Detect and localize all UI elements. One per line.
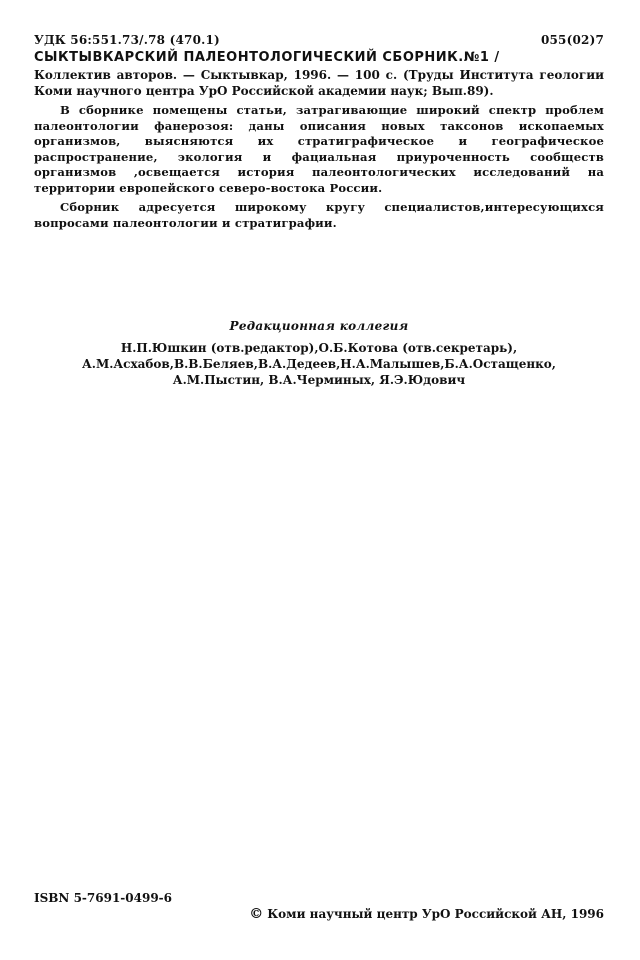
catalog-header bbox=[34, 32, 604, 48]
annotation-paragraph-2: Сборник адресуется широкому кругу специалистов,интересующихся вопросами палеонтологии и стратиграфии. bbox=[34, 200, 604, 230]
editorial-board-line-3: А.М.Пыстин, В.А.Черминых, Я.Э.Юдович bbox=[172, 373, 466, 387]
editorial-board-heading: Редакционная коллегия bbox=[229, 319, 409, 333]
udc-code: УДК 56:551.73/.78 (470.1) bbox=[34, 33, 220, 47]
annotation bbox=[34, 103, 604, 231]
editorial-board-line-2: А.М.Асхабов,В.В.Беляев,В.А.Дедеев,Н.А.Малышев,Б.А.Остащенко, bbox=[82, 357, 556, 371]
copyright-notice bbox=[249, 906, 604, 922]
copyright-icon: © bbox=[249, 906, 264, 922]
copyright-text: Коми научный центр УрО Российской АН, 1996 bbox=[267, 907, 604, 921]
book-title: СЫКТЫВКАРСКИЙ ПАЛЕОНТОЛОГИЧЕСКИЙ СБОРНИК.№1 / bbox=[34, 50, 500, 65]
annotation-paragraph-1: В сборнике помещены статьи, затрагивающие широкий спектр проблем палеонтологии фанерозоя: даны описания новых таксонов ископаемых организмов, выясняются их стратиграфическое и географическое распространение, экология и фациальная приуроченность сообществ организмов ,освещается история палеонтологических исследований на территории европейского северо-востока России. bbox=[34, 103, 604, 195]
imprint-text: Коллектив авторов. — Сыктывкар, 1996. — 100 с. (Труды Института геологии Коми научного центра УрО Российской академии наук; Вып.89). bbox=[34, 67, 604, 98]
isbn: ISBN 5-7691-0499-6 bbox=[34, 891, 173, 905]
classification-code: 055(02)7 bbox=[540, 33, 604, 47]
editorial-board bbox=[34, 318, 604, 388]
bibliographic-entry bbox=[34, 50, 604, 100]
imprint bbox=[34, 67, 604, 100]
editorial-board-line-1: Н.П.Юшкин (отв.редактор),О.Б.Котова (отв.секретарь), bbox=[120, 341, 518, 355]
